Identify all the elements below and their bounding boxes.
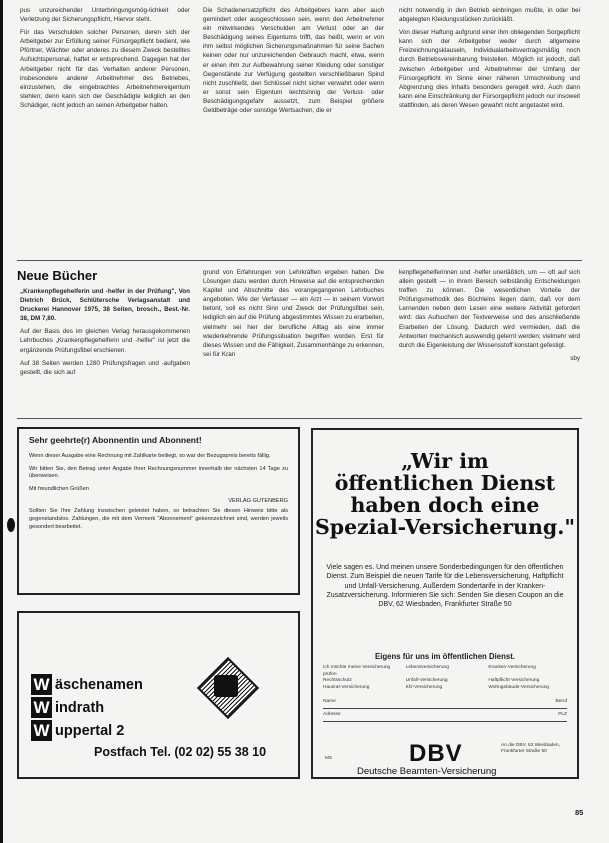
section-title: Neue Bücher [17, 268, 98, 283]
paragraph: Für das Verschulden solcher Personen, deren sich der Arbeitgeber zur Erfüllung seiner Fürsorgepflicht bedient, wie Pförtner, Wächter oder anderes zu diesem Zweck bestelltes Aufsichtspersonal, haftet er entsprechend. Dagegen hat der Arbeitgeber nicht für das Verhalten anderer Personen, insbesondere anderer Arbeitnehmer des Betriebes, einzustehen, die eingebrachtes Arbeitnehmereigentum stehlen; denn kann sich der Geschädigte lediglich an den Schädiger, nicht jedoch an seinen Arbeitgeber halten. [20, 29, 190, 109]
paragraph: Von dieser Haftung aufgrund einer ihm obliegenden Sorgepflicht kann sich der Arbeitgeber weder durch allgemeine Freizeichnungsklauseln, Individualarbeitsvertragsmäßig noch durch Betriebsvereinbarung freistellen. Möglich ist jedoch, daß zwischen Arbeitgeber und Arbeitnehmer der Umfang der Fürsorgepflicht im Sinne einer näheren Umschreibung und Abgrenzung dies Inhalts besonders geregelt wird. Auch dann kann eine Einschränkung der Fürsorgepflicht jedoch nur insoweit stattfinden, als deren Wesen gewahrt nicht angetastet wird. [399, 29, 580, 109]
field-label: Adresse [323, 712, 341, 718]
field-label: MS [325, 756, 333, 761]
paragraph: kenpflegehelferinnen und -helfer unerläßlich, um — oft auf sich allein gestellt — in ihrem Bereich selbständig Entscheidungen treffen zu können. Die wesentlichen Vorteile der Prüfungsmethodik des Büchleins liegen darin, daß vor dem Lernenden neben dem Lesen eine weitere Aktivität gefordert wird: das Aufsuchen der Textverweise und des anschließende Erarbeiten der Lösung. Dadurch wird vermieden, daß die Antworten mechanisch auswendig gelernt werden; vielmehr wird durch die Eigenleistung der Wissensstoff konstant gefestigt. [399, 269, 580, 349]
coupon-options [323, 665, 567, 691]
page-edge-shadow [0, 0, 3, 843]
book-review-column-2 [203, 268, 384, 363]
w-block-letter: W [31, 697, 52, 718]
coupon [323, 652, 567, 722]
ad-headline [313, 450, 577, 538]
coupon-option[interactable]: Kranken-Versicherung [488, 665, 536, 670]
dbv-advertisement [311, 428, 579, 779]
paragraph: Die Schadenersatzpflicht des Arbeitgebers kann aber auch gemindert oder ausgeschlossen sein, wenn den Arbeitnehmer ein mitwirkendes Verschulden am Verlust oder an der Beschädigung seines Eigentums trifft, das heißt, wenn er von ihm selbst möglichen Sicherungsmaßnahmen für seine Sachen keinen oder nur unzureichenden Gebrauch macht, etwa, wenn er einen ihm zur Aufbewahrung seiner Kleidung oder sonstiger Gegenstände zur Verfügung gestellten verschließbaren Spind nicht zuschließt, den Schlüssel nicht sicher verwahrt oder wenn er sonst sein Eigentum leichtsinnig der Verlust- oder Beschädigungsgefahr aussetzt, zum Beispiel größere Geldbeträge oder sonstige Wertsachen, die er [203, 7, 384, 115]
book-citation: „Krankenpflegehelferin und -helfer in der Prüfung", Von Dietrich Brück, Schlütersche Verlagsanstalt und Druckerei Hannover 1975, 38 Seiten, brosch., Best.-Nr. 38, DM 7,80. [20, 288, 190, 323]
ad-body-text: Viele sagen es. Und meinen unsere Sonderbedingungen für den öffentlichen Dienst. Zum Beispiel die neuen Tarife für die Lebensversicherung, Haftpflicht und Unfall-Versicherung. Außerdem Sondertarife in der Kranken-Zusatzversicherung. Informieren Sie sich: Senden Sie diesen Coupon an die DBV, 62 Wiesbaden, Frankfurter Straße 50 [326, 564, 564, 609]
paragraph: Auf 38 Seiten werden 1280 Prüfungsfragen und -aufgaben gestellt, die sich auf [20, 359, 190, 376]
company-address: An die DBV, 62 Wiesbaden, Frankfurter Straße 50 [501, 743, 561, 754]
address-field[interactable] [323, 709, 567, 722]
dbv-logo-area [325, 740, 567, 776]
headline-line: „Wir im [401, 449, 489, 473]
coupon-option[interactable]: Wohngebäude-Versicherung [488, 684, 550, 690]
field-label: Name [323, 699, 336, 705]
coupon-option[interactable]: Kfz-Versicherung [405, 684, 443, 690]
w-block-letter: W [31, 720, 52, 741]
ad-line-text: äschenamen [55, 676, 143, 693]
book-review-column-1 [20, 287, 190, 381]
emblem-center-icon [214, 675, 238, 697]
coupon-option[interactable]: Unfall-Versicherung [405, 678, 448, 684]
publisher-name: VERLAG GUTENBERG [228, 498, 288, 505]
ad-line [31, 674, 143, 695]
coupon-option[interactable]: Hausrat-Versicherung [323, 684, 370, 690]
top-column-2 [203, 6, 384, 119]
w-block-letter: W [31, 674, 52, 695]
paragraph: nicht notwendig in den Betrieb einbringen mußte, in oder bei abgelegten Kleidungsstücken zurückläßt. [399, 7, 580, 24]
book-review-column-3 [399, 268, 580, 363]
paragraph: Auf der Basis des im gleichen Verlag herausgekommenen Lehrbuches „Krankenpflegehelferin und -helfer" ist jetzt die ergänzende Prüfungsfibel erschienen. [20, 328, 190, 354]
coupon-title: Eigens für uns im öffentlichen Dienst. [375, 652, 515, 661]
notice-heading: Sehr geehrte(r) Abonnentin und Abonnent! [29, 435, 202, 445]
notice-text: Wir bitten Sie, den Betrag unter Angabe Ihrer Rechnungsnummer innerhalb der nächsten 14 Tage zu überweisen. [29, 465, 288, 480]
author-signature: sby [570, 354, 580, 362]
name-field[interactable] [323, 696, 567, 709]
coupon-option[interactable]: Haftpflicht-Versicherung [488, 678, 540, 684]
notice-text: Wenn dieser Ausgabe eine Rechnung mit Zahlkarte beiliegt, so war der Bezugspreis bereits fällig. [29, 453, 271, 459]
coupon-option[interactable]: Rechtsschutz [323, 678, 352, 684]
coupon-option[interactable]: Lebensversicherung [405, 665, 449, 670]
headline-line: haben doch eine [350, 493, 540, 517]
ad-line [31, 720, 124, 741]
paragraph: pus unzureichender Unterbringungsmög-lichkeit oder Verletzung der Sicherungspflicht, Hiervor steht. [20, 7, 190, 24]
field-label: Beruf [555, 699, 567, 705]
ad-line-text: indrath [55, 699, 105, 716]
field-label: PLZ [558, 712, 567, 718]
section-divider [17, 260, 582, 261]
top-column-1 [20, 6, 190, 114]
subscriber-notice-box [17, 427, 300, 595]
page-number: 85 [575, 808, 584, 817]
notice-text: Sollten Sie Ihre Zahlung inzwischen geleistet haben, so betrachten Sie diesen Hinweis bitte als gegenstandslos. Zahlungen, die mit dem Vermerk "Abonnement" gekennzeichnet sind, werden jeweils gesondert bearbeitet. [29, 508, 288, 530]
headline-line: Spezial-Versicherung." [314, 515, 576, 539]
paragraph: grund von Erfahrungen von Lehrkräften ergeben haben. Die Lösungen dazu werden durch Hinweise auf die entsprechenden Kapitel und Abschnitte des vorangegangenen Lehrbuches angeboten. Wie der Verfasser — ein Arzt — in seinem Vorwort betont, soll es nicht Sinn und Zweck der Prüfungsfibel sein, lediglich ein auf die Prüfung abgestimmtes Wissen zu erarbeiten, vielmehr sei hier der berufliche Alltag als eine immer wiederkehrende Prüfungssituation begriffen worden. Erst für dieses Wissen und die Fähigkeit, Zusammenhänge zu erkennen, sei für Kran [203, 269, 384, 358]
punch-hole [7, 518, 15, 532]
section-divider [17, 418, 582, 419]
contact-line: Postfach Tel. (02 02) 55 38 10 [94, 745, 267, 759]
dbv-logo: DBV [409, 740, 463, 767]
company-name: Deutsche Beamten-Versicherung [357, 766, 497, 777]
notice-text: Mit freundlichen Grüßen [29, 485, 90, 492]
coupon-option[interactable]: Ich möchte meine Versicherung prüfen [323, 665, 391, 677]
ad-line [31, 697, 104, 718]
waeschenamen-advertisement [17, 611, 300, 779]
coupon-fields [323, 696, 567, 722]
top-column-3 [399, 6, 580, 114]
ad-line-text: uppertal 2 [55, 722, 125, 739]
headline-line: öffentlichen Dienst [334, 471, 556, 495]
